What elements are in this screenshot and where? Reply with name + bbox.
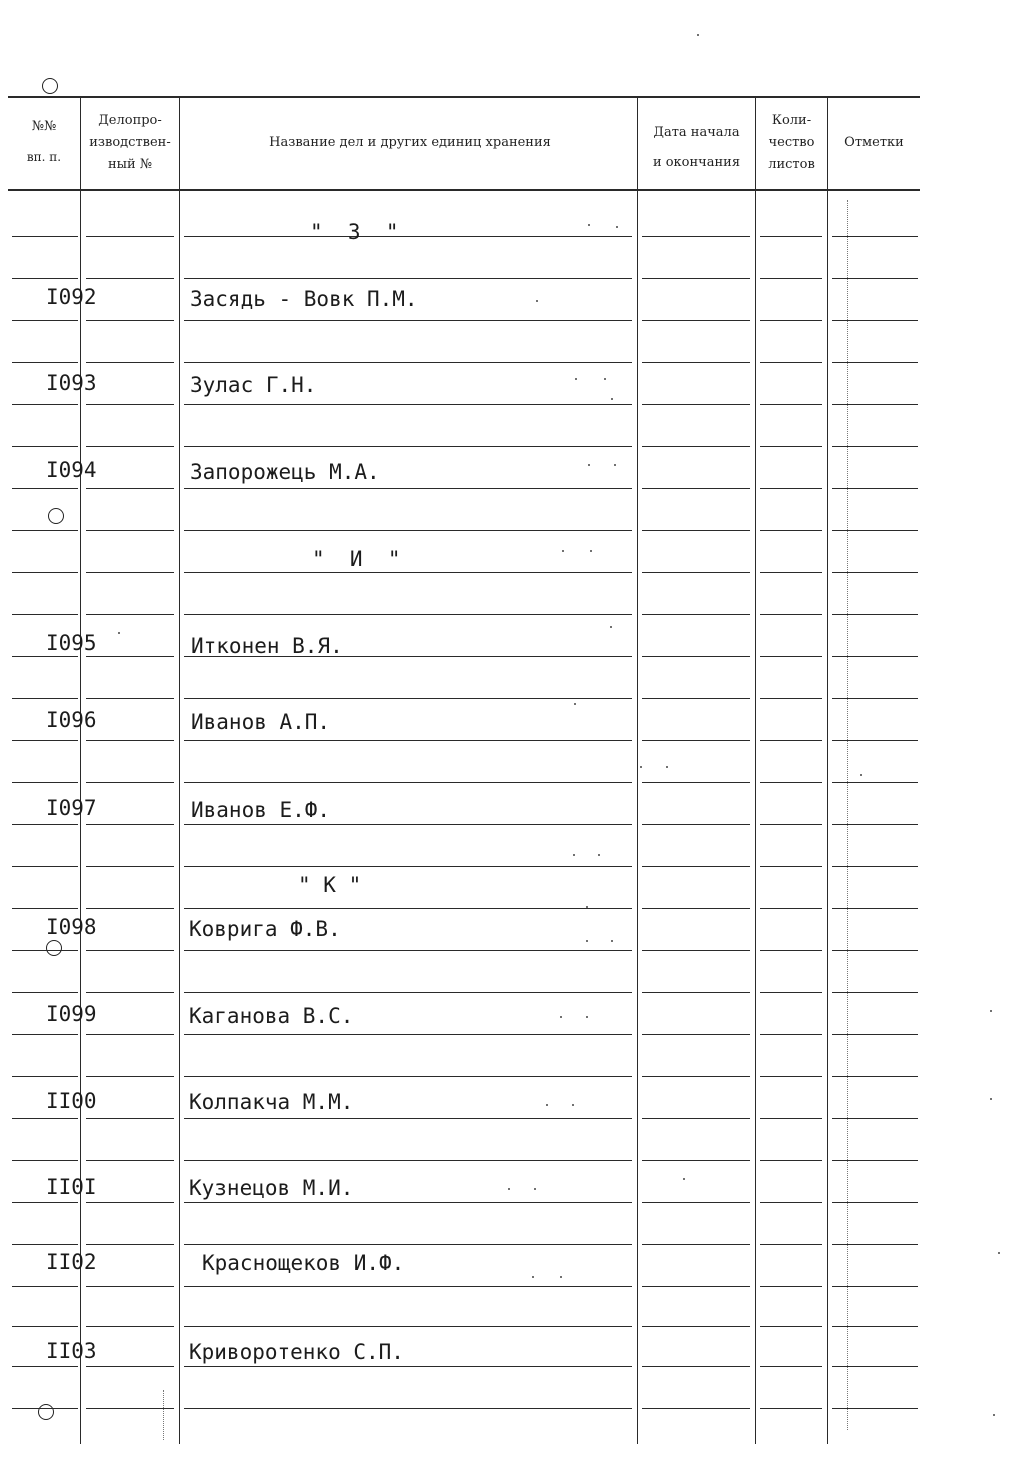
row-rule [86, 950, 174, 951]
scan-speck [588, 464, 590, 466]
row-rule [642, 404, 750, 405]
row-rule [12, 1202, 78, 1203]
row-rule [760, 236, 822, 237]
entry-number: I092 [46, 285, 97, 309]
row-rule [642, 614, 750, 615]
row-rule [832, 1202, 918, 1203]
row-rule [86, 1326, 174, 1327]
scan-speck [598, 854, 600, 856]
header-col-title: Название дел и других единиц хранения [269, 135, 551, 150]
row-rule [12, 572, 78, 573]
row-rule [760, 1076, 822, 1077]
scan-speck [610, 626, 612, 628]
row-rule [184, 278, 632, 279]
scan-speck [588, 224, 590, 226]
row-rule [12, 1326, 78, 1327]
row-rule [184, 1202, 632, 1203]
row-rule [12, 782, 78, 783]
row-rule [832, 278, 918, 279]
row-rule [86, 1366, 174, 1367]
row-rule [642, 530, 750, 531]
row-rule [642, 572, 750, 573]
row-rule [86, 278, 174, 279]
row-rule [86, 488, 174, 489]
entry-number: I094 [46, 458, 97, 482]
row-rule [642, 320, 750, 321]
section-letter-k: " К " [298, 873, 362, 897]
row-rule [642, 488, 750, 489]
row-rule [642, 1286, 750, 1287]
entry-number: I099 [46, 1002, 97, 1026]
row-rule [86, 362, 174, 363]
row-rule [832, 488, 918, 489]
row-rule [832, 614, 918, 615]
row-rule [760, 1366, 822, 1367]
header-bottom-border [8, 189, 920, 191]
row-rule [832, 1076, 918, 1077]
scan-speck [614, 464, 616, 466]
section-letter-i: " И " [312, 547, 401, 571]
scan-speck [611, 940, 613, 942]
entry-name: Итконен В.Я. [191, 634, 343, 658]
scan-speck [118, 632, 120, 634]
row-rule [760, 1202, 822, 1203]
row-rule [832, 782, 918, 783]
row-rule [642, 740, 750, 741]
row-rule [832, 236, 918, 237]
scan-speck [616, 226, 618, 228]
row-rule [12, 698, 78, 699]
entry-number: I098 [46, 915, 97, 939]
row-rule [760, 1160, 822, 1161]
entry-number: II02 [46, 1250, 97, 1274]
column-divider [755, 98, 756, 1444]
row-rule [86, 698, 174, 699]
row-rule [760, 530, 822, 531]
row-rule [12, 656, 78, 657]
entry-name: Кузнецов М.И. [189, 1176, 354, 1200]
row-rule [86, 614, 174, 615]
scan-speck [586, 1016, 588, 1018]
row-rule [832, 1286, 918, 1287]
row-rule [86, 1408, 174, 1409]
row-rule [642, 1034, 750, 1035]
row-rule [184, 1366, 632, 1367]
entry-name: Криворотенко С.П. [189, 1340, 404, 1364]
row-rule [760, 1326, 822, 1327]
row-rule [832, 824, 918, 825]
punch-hole [48, 508, 64, 524]
row-rule [12, 1118, 78, 1119]
row-rule [642, 1202, 750, 1203]
row-rule [760, 740, 822, 741]
entry-number: II00 [46, 1089, 97, 1113]
row-rule [12, 614, 78, 615]
row-rule [642, 1244, 750, 1245]
row-rule [184, 446, 632, 447]
entry-name: Запорожець М.А. [190, 460, 380, 484]
margin-guide-line [163, 1390, 164, 1440]
row-rule [86, 1034, 174, 1035]
row-rule [184, 236, 632, 237]
entry-name: Иванов Е.Ф. [191, 798, 331, 822]
scan-speck [534, 1188, 536, 1190]
row-rule [642, 698, 750, 699]
row-rule [86, 1286, 174, 1287]
entry-name: Колпакча М.М. [189, 1090, 354, 1114]
row-rule [642, 992, 750, 993]
entry-name: Зулас Г.Н. [190, 373, 317, 397]
row-rule [184, 824, 632, 825]
row-rule [760, 782, 822, 783]
scan-speck [590, 550, 592, 552]
scan-speck [532, 1276, 534, 1278]
row-rule [760, 698, 822, 699]
scan-speck [697, 34, 699, 36]
entry-name: Каганова В.С. [189, 1004, 354, 1028]
entry-number: II0I [46, 1175, 97, 1199]
row-rule [832, 698, 918, 699]
row-rule [12, 992, 78, 993]
row-rule [86, 656, 174, 657]
scan-speck [546, 1104, 548, 1106]
row-rule [86, 1244, 174, 1245]
row-rule [184, 866, 632, 867]
row-rule [832, 1366, 918, 1367]
scan-speck [508, 1188, 510, 1190]
row-rule [760, 950, 822, 951]
row-rule [760, 1286, 822, 1287]
entry-number: II03 [46, 1339, 97, 1363]
row-rule [832, 404, 918, 405]
row-rule [86, 572, 174, 573]
row-rule [642, 446, 750, 447]
row-rule [86, 824, 174, 825]
row-rule [12, 740, 78, 741]
notes-guide-line [847, 200, 848, 1430]
entry-name: Засядь - Вовк П.М. [190, 287, 418, 311]
row-rule [832, 950, 918, 951]
row-rule [12, 1286, 78, 1287]
row-rule [12, 1244, 78, 1245]
row-rule [642, 908, 750, 909]
row-rule [832, 1244, 918, 1245]
row-rule [832, 866, 918, 867]
row-rule [86, 1160, 174, 1161]
header-col-number: №№ вп. п. [26, 119, 62, 164]
row-rule [12, 320, 78, 321]
row-rule [12, 866, 78, 867]
row-rule [642, 1160, 750, 1161]
row-rule [86, 530, 174, 531]
row-rule [642, 236, 750, 237]
scan-speck [993, 1414, 995, 1416]
scan-speck [575, 378, 577, 380]
row-rule [642, 950, 750, 951]
scan-speck [586, 940, 588, 942]
row-rule [642, 1118, 750, 1119]
row-rule [642, 656, 750, 657]
row-rule [184, 1408, 632, 1409]
row-rule [12, 908, 78, 909]
entry-name: Краснощеков И.Ф. [202, 1251, 405, 1275]
row-rule [86, 1076, 174, 1077]
row-rule [12, 278, 78, 279]
row-rule [832, 992, 918, 993]
row-rule [832, 572, 918, 573]
row-rule [184, 950, 632, 951]
row-rule [832, 740, 918, 741]
row-rule [184, 488, 632, 489]
row-rule [86, 320, 174, 321]
row-rule [184, 530, 632, 531]
row-rule [760, 362, 822, 363]
row-rule [12, 446, 78, 447]
row-rule [642, 362, 750, 363]
header-col-delo: Делопро- изводствен- ный № [89, 113, 171, 172]
scan-speck [604, 378, 606, 380]
scan-speck [574, 703, 576, 705]
row-rule [184, 1286, 632, 1287]
entry-number: I096 [46, 708, 97, 732]
column-divider [827, 98, 828, 1444]
row-rule [760, 1408, 822, 1409]
row-rule [12, 362, 78, 363]
entry-number: I095 [46, 631, 97, 655]
row-rule [642, 1408, 750, 1409]
row-rule [12, 824, 78, 825]
punch-hole [46, 940, 62, 956]
scan-speck [560, 1276, 562, 1278]
scan-speck [990, 1098, 992, 1100]
row-rule [184, 908, 632, 909]
row-rule [86, 740, 174, 741]
scan-speck [562, 550, 564, 552]
row-rule [184, 572, 632, 573]
row-rule [760, 614, 822, 615]
row-rule [86, 404, 174, 405]
row-rule [184, 992, 632, 993]
row-rule [86, 1118, 174, 1119]
row-rule [12, 1160, 78, 1161]
row-rule [12, 1408, 78, 1409]
row-rule [760, 1118, 822, 1119]
row-rule [760, 824, 822, 825]
row-rule [760, 656, 822, 657]
section-letter-z: " З " [310, 220, 399, 244]
row-rule [760, 1244, 822, 1245]
scan-speck [586, 906, 588, 908]
scan-speck [536, 300, 538, 302]
header-col-notes: Отметки [844, 135, 904, 150]
punch-hole [38, 1404, 54, 1420]
row-rule [184, 404, 632, 405]
row-rule [760, 992, 822, 993]
row-rule [642, 824, 750, 825]
row-rule [642, 866, 750, 867]
row-rule [760, 278, 822, 279]
entry-name: Коврига Ф.В. [189, 917, 341, 941]
header-col-count: Коли- чество листов [768, 113, 815, 172]
row-rule [832, 530, 918, 531]
row-rule [832, 446, 918, 447]
row-rule [86, 236, 174, 237]
entry-number: I097 [46, 796, 97, 820]
row-rule [642, 1366, 750, 1367]
row-rule [12, 530, 78, 531]
row-rule [760, 1034, 822, 1035]
column-divider [179, 98, 180, 1444]
row-rule [642, 1326, 750, 1327]
header-col-date: Дата начала и окончания [652, 125, 741, 170]
row-rule [760, 446, 822, 447]
row-rule [184, 1118, 632, 1119]
row-rule [12, 1076, 78, 1077]
entry-number: I093 [46, 371, 97, 395]
row-rule [12, 404, 78, 405]
row-rule [184, 320, 632, 321]
scan-speck [683, 1178, 685, 1180]
scan-speck [998, 1252, 1000, 1254]
row-rule [184, 614, 632, 615]
row-rule [832, 1118, 918, 1119]
row-rule [12, 488, 78, 489]
row-rule [12, 1366, 78, 1367]
row-rule [86, 992, 174, 993]
scan-speck [666, 766, 668, 768]
scan-speck [611, 398, 613, 400]
row-rule [184, 1076, 632, 1077]
scan-speck [573, 854, 575, 856]
row-rule [832, 1326, 918, 1327]
row-rule [832, 656, 918, 657]
row-rule [832, 1160, 918, 1161]
row-rule [86, 446, 174, 447]
row-rule [86, 782, 174, 783]
row-rule [832, 1034, 918, 1035]
row-rule [12, 236, 78, 237]
row-rule [760, 572, 822, 573]
row-rule [642, 278, 750, 279]
scan-speck [640, 766, 642, 768]
scan-speck [572, 1104, 574, 1106]
scan-speck [560, 1016, 562, 1018]
row-rule [12, 1034, 78, 1035]
row-rule [832, 362, 918, 363]
row-rule [184, 782, 632, 783]
row-rule [642, 782, 750, 783]
row-rule [86, 908, 174, 909]
table-top-border [8, 96, 920, 98]
row-rule [86, 866, 174, 867]
row-rule [760, 320, 822, 321]
row-rule [86, 1202, 174, 1203]
row-rule [832, 1408, 918, 1409]
row-rule [760, 404, 822, 405]
row-rule [184, 698, 632, 699]
row-rule [760, 488, 822, 489]
scan-speck [860, 774, 862, 776]
row-rule [184, 1160, 632, 1161]
row-rule [184, 1326, 632, 1327]
row-rule [832, 320, 918, 321]
row-rule [760, 908, 822, 909]
row-rule [832, 908, 918, 909]
scan-speck [990, 1010, 992, 1012]
row-rule [184, 740, 632, 741]
column-divider [637, 98, 638, 1444]
row-rule [760, 866, 822, 867]
row-rule [184, 1244, 632, 1245]
punch-hole [42, 78, 58, 94]
row-rule [184, 1034, 632, 1035]
entry-name: Иванов А.П. [191, 710, 331, 734]
row-rule [12, 950, 78, 951]
row-rule [642, 1076, 750, 1077]
row-rule [184, 362, 632, 363]
